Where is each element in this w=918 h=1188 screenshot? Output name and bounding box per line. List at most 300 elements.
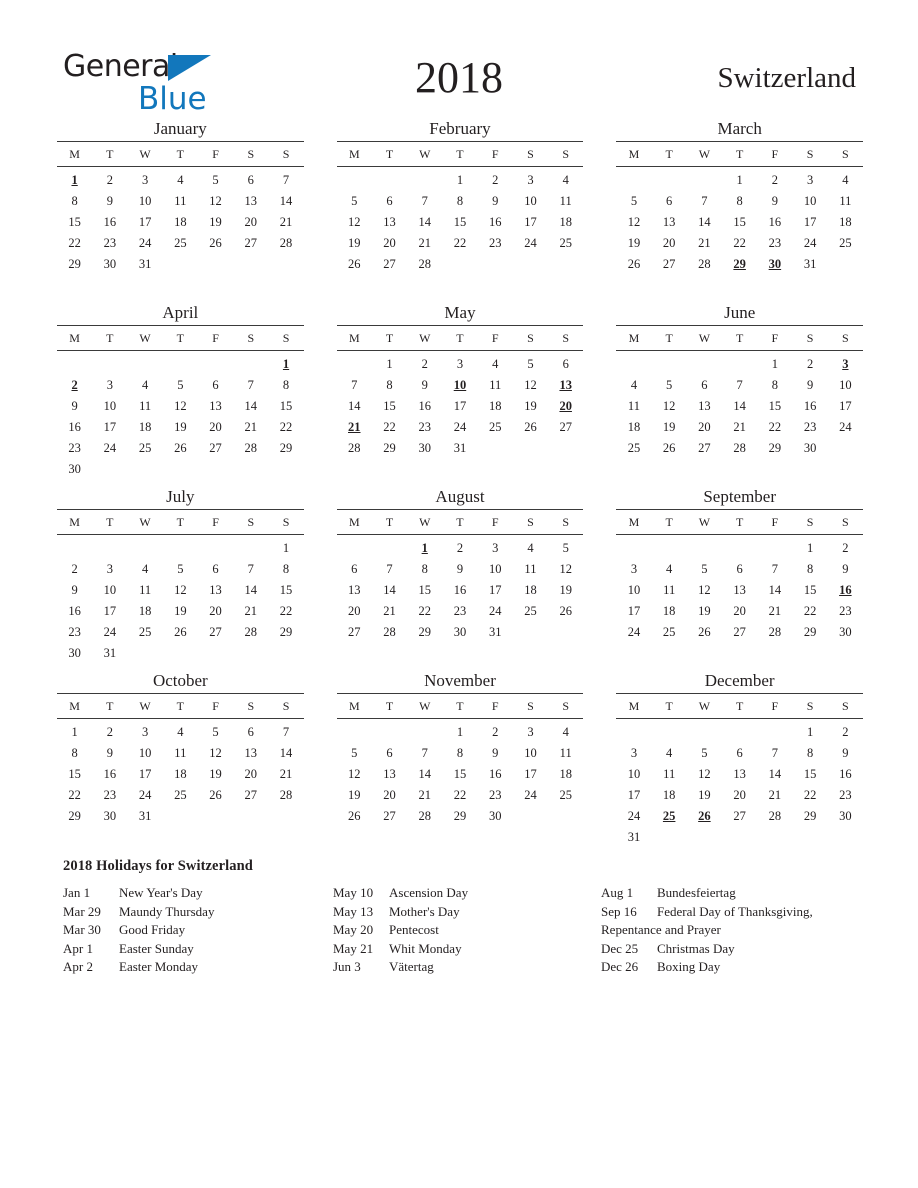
day-cell[interactable]: 19 (698, 604, 711, 618)
day-cell[interactable]: 4 (177, 725, 184, 739)
day-cell[interactable]: 20 (383, 236, 396, 250)
day-cell[interactable]: 16 (803, 399, 817, 413)
day-cell[interactable]: 9 (771, 194, 778, 208)
day-cell[interactable]: 1 (71, 725, 78, 739)
day-cell[interactable]: 14 (733, 399, 746, 413)
day-cell[interactable]: 5 (177, 378, 184, 392)
day-cell[interactable]: 19 (209, 767, 222, 781)
day-cell[interactable]: 7 (701, 194, 708, 208)
day-cell[interactable]: 29 (383, 441, 396, 455)
day-cell[interactable]: 9 (492, 746, 499, 760)
day-cell[interactable]: 12 (209, 746, 222, 760)
day-cell[interactable]: 26 (559, 604, 572, 618)
day-cell[interactable]: 6 (666, 194, 673, 208)
day-cell[interactable]: 26 (209, 236, 222, 250)
day-cell-holiday[interactable]: 26 (698, 809, 711, 823)
day-cell[interactable]: 23 (803, 420, 817, 434)
day-cell[interactable]: 30 (418, 441, 431, 455)
day-cell[interactable]: 22 (68, 788, 81, 802)
day-cell[interactable]: 30 (488, 809, 502, 823)
day-cell[interactable]: 22 (383, 420, 396, 434)
day-cell[interactable]: 11 (559, 746, 572, 760)
day-cell[interactable]: 23 (418, 420, 431, 434)
day-cell[interactable]: 24 (524, 236, 537, 250)
day-cell[interactable]: 19 (524, 399, 537, 413)
day-cell[interactable]: 13 (733, 583, 746, 597)
day-cell[interactable]: 4 (141, 562, 149, 576)
day-cell[interactable]: 5 (666, 378, 673, 392)
day-cell[interactable]: 15 (279, 583, 293, 597)
day-cell[interactable]: 2 (106, 173, 113, 187)
day-cell[interactable]: 22 (279, 604, 293, 618)
day-cell[interactable]: 17 (138, 767, 152, 781)
day-cell[interactable]: 28 (244, 441, 258, 455)
day-cell[interactable]: 4 (177, 173, 184, 187)
day-cell[interactable]: 9 (842, 746, 849, 760)
day-cell[interactable]: 18 (174, 767, 187, 781)
day-cell[interactable]: 9 (71, 583, 78, 597)
day-cell[interactable]: 16 (768, 215, 782, 229)
day-cell[interactable]: 23 (68, 625, 81, 639)
day-cell[interactable]: 16 (68, 604, 81, 618)
day-cell[interactable]: 1 (806, 541, 814, 555)
day-cell[interactable]: 29 (803, 625, 817, 639)
day-cell[interactable]: 16 (418, 399, 431, 413)
day-cell[interactable]: 9 (492, 194, 499, 208)
day-cell[interactable]: 25 (138, 625, 152, 639)
day-cell[interactable]: 28 (418, 257, 431, 271)
day-cell[interactable]: 19 (348, 788, 361, 802)
day-cell[interactable]: 2 (456, 541, 464, 555)
day-cell[interactable]: 22 (453, 236, 467, 250)
day-cell[interactable]: 4 (492, 357, 499, 371)
day-cell[interactable]: 18 (138, 604, 152, 618)
day-cell[interactable]: 8 (282, 562, 290, 576)
day-cell[interactable]: 27 (348, 625, 361, 639)
day-cell[interactable]: 3 (106, 562, 113, 576)
day-cell[interactable]: 8 (71, 746, 78, 760)
day-cell[interactable]: 8 (456, 746, 464, 760)
day-cell[interactable]: 25 (559, 236, 572, 250)
day-cell[interactable]: 31 (803, 257, 817, 271)
day-cell[interactable]: 29 (68, 809, 81, 823)
day-cell[interactable]: 4 (141, 378, 149, 392)
day-cell[interactable]: 2 (492, 725, 499, 739)
day-cell[interactable]: 23 (453, 604, 467, 618)
day-cell[interactable]: 11 (139, 399, 152, 413)
day-cell[interactable]: 27 (209, 625, 222, 639)
day-cell[interactable]: 1 (771, 357, 778, 371)
day-cell[interactable]: 28 (768, 625, 782, 639)
day-cell[interactable]: 15 (803, 767, 817, 781)
day-cell[interactable]: 21 (279, 767, 293, 781)
day-cell[interactable]: 29 (803, 809, 817, 823)
day-cell-holiday[interactable]: 30 (768, 257, 782, 271)
day-cell[interactable]: 10 (627, 583, 641, 597)
day-cell[interactable]: 8 (71, 194, 78, 208)
day-cell[interactable]: 29 (68, 257, 81, 271)
day-cell[interactable]: 5 (177, 562, 184, 576)
day-cell[interactable]: 15 (68, 767, 81, 781)
day-cell[interactable]: 22 (279, 420, 293, 434)
day-cell[interactable]: 26 (524, 420, 537, 434)
day-cell[interactable]: 21 (768, 788, 782, 802)
day-cell[interactable]: 14 (279, 194, 293, 208)
day-cell[interactable]: 3 (141, 725, 149, 739)
day-cell[interactable]: 3 (456, 357, 464, 371)
day-cell[interactable]: 16 (488, 215, 502, 229)
day-cell[interactable]: 7 (247, 562, 254, 576)
day-cell[interactable]: 17 (138, 215, 152, 229)
day-cell[interactable]: 3 (630, 562, 638, 576)
day-cell[interactable]: 1 (456, 173, 464, 187)
day-cell[interactable]: 13 (348, 583, 361, 597)
day-cell[interactable]: 24 (839, 420, 852, 434)
day-cell[interactable]: 26 (174, 625, 187, 639)
day-cell[interactable]: 21 (383, 604, 396, 618)
day-cell[interactable]: 18 (839, 215, 852, 229)
day-cell[interactable]: 2 (71, 562, 78, 576)
day-cell[interactable]: 10 (627, 767, 641, 781)
day-cell[interactable]: 26 (348, 257, 361, 271)
day-cell[interactable]: 11 (524, 562, 537, 576)
day-cell[interactable]: 7 (282, 725, 290, 739)
day-cell[interactable]: 23 (103, 788, 117, 802)
day-cell[interactable]: 12 (698, 583, 711, 597)
day-cell[interactable]: 6 (351, 562, 358, 576)
day-cell[interactable]: 17 (524, 767, 537, 781)
day-cell[interactable]: 14 (768, 767, 782, 781)
day-cell[interactable]: 18 (559, 767, 572, 781)
day-cell[interactable]: 25 (488, 420, 502, 434)
day-cell[interactable]: 7 (771, 562, 778, 576)
day-cell[interactable]: 11 (489, 378, 502, 392)
day-cell[interactable]: 6 (701, 378, 708, 392)
day-cell[interactable]: 26 (209, 788, 222, 802)
day-cell[interactable]: 6 (212, 562, 219, 576)
day-cell[interactable]: 30 (68, 462, 81, 476)
day-cell-holiday[interactable]: 1 (282, 357, 290, 371)
day-cell-holiday[interactable]: 29 (733, 257, 746, 271)
day-cell[interactable]: 12 (698, 767, 711, 781)
day-cell-holiday[interactable]: 10 (453, 378, 467, 392)
day-cell[interactable]: 24 (138, 236, 152, 250)
day-cell[interactable]: 28 (279, 236, 293, 250)
day-cell[interactable]: 13 (383, 215, 396, 229)
day-cell[interactable]: 14 (348, 399, 361, 413)
day-cell[interactable]: 17 (488, 583, 502, 597)
day-cell[interactable]: 14 (383, 583, 396, 597)
day-cell[interactable]: 20 (733, 604, 746, 618)
day-cell[interactable]: 27 (244, 788, 258, 802)
day-cell[interactable]: 6 (247, 173, 254, 187)
day-cell[interactable]: 27 (698, 441, 711, 455)
day-cell[interactable]: 11 (139, 583, 152, 597)
day-cell[interactable]: 19 (174, 420, 187, 434)
day-cell[interactable]: 16 (488, 767, 502, 781)
day-cell[interactable]: 4 (527, 541, 534, 555)
day-cell[interactable]: 9 (106, 194, 113, 208)
day-cell[interactable]: 2 (421, 357, 428, 371)
day-cell[interactable]: 16 (453, 583, 467, 597)
day-cell[interactable]: 21 (733, 420, 746, 434)
day-cell[interactable]: 8 (282, 378, 290, 392)
day-cell[interactable]: 15 (383, 399, 396, 413)
day-cell-holiday[interactable]: 21 (348, 420, 361, 434)
day-cell[interactable]: 14 (768, 583, 782, 597)
day-cell[interactable]: 8 (736, 194, 743, 208)
day-cell[interactable]: 5 (562, 541, 569, 555)
day-cell[interactable]: 24 (803, 236, 817, 250)
day-cell[interactable]: 17 (103, 420, 117, 434)
day-cell[interactable]: 22 (803, 788, 817, 802)
day-cell[interactable]: 4 (630, 378, 638, 392)
day-cell[interactable]: 25 (627, 441, 641, 455)
day-cell[interactable]: 7 (351, 378, 358, 392)
day-cell[interactable]: 27 (733, 809, 746, 823)
day-cell[interactable]: 25 (174, 236, 187, 250)
day-cell[interactable]: 22 (768, 420, 782, 434)
day-cell[interactable]: 1 (282, 541, 290, 555)
day-cell[interactable]: 24 (488, 604, 502, 618)
day-cell[interactable]: 16 (103, 215, 117, 229)
day-cell[interactable]: 10 (524, 746, 537, 760)
day-cell[interactable]: 15 (453, 215, 467, 229)
day-cell[interactable]: 8 (806, 562, 814, 576)
day-cell[interactable]: 13 (209, 399, 222, 413)
day-cell[interactable]: 23 (488, 236, 502, 250)
day-cell-holiday[interactable]: 2 (71, 378, 78, 392)
day-cell[interactable]: 27 (383, 257, 396, 271)
day-cell[interactable]: 21 (244, 420, 258, 434)
day-cell[interactable]: 7 (421, 746, 428, 760)
day-cell[interactable]: 5 (701, 746, 708, 760)
day-cell[interactable]: 27 (559, 420, 572, 434)
day-cell[interactable]: 4 (562, 173, 569, 187)
day-cell[interactable]: 15 (68, 215, 81, 229)
day-cell[interactable]: 23 (103, 236, 117, 250)
day-cell[interactable]: 31 (103, 646, 117, 660)
day-cell[interactable]: 13 (244, 194, 258, 208)
day-cell[interactable]: 19 (627, 236, 641, 250)
day-cell[interactable]: 24 (103, 625, 117, 639)
day-cell[interactable]: 4 (666, 746, 673, 760)
day-cell[interactable]: 24 (627, 809, 641, 823)
day-cell[interactable]: 20 (209, 420, 222, 434)
day-cell[interactable]: 22 (803, 604, 817, 618)
day-cell[interactable]: 9 (421, 378, 428, 392)
day-cell[interactable]: 31 (138, 257, 152, 271)
day-cell[interactable]: 20 (662, 236, 676, 250)
day-cell[interactable]: 18 (174, 215, 187, 229)
day-cell[interactable]: 25 (662, 625, 676, 639)
day-cell[interactable]: 19 (174, 604, 187, 618)
day-cell[interactable]: 10 (524, 194, 537, 208)
day-cell[interactable]: 9 (106, 746, 113, 760)
day-cell[interactable]: 8 (456, 194, 464, 208)
day-cell[interactable]: 23 (68, 441, 81, 455)
day-cell[interactable]: 3 (106, 378, 113, 392)
day-cell[interactable]: 20 (244, 215, 258, 229)
day-cell[interactable]: 30 (68, 646, 81, 660)
day-cell[interactable]: 6 (562, 357, 569, 371)
day-cell[interactable]: 10 (839, 378, 852, 392)
day-cell[interactable]: 3 (527, 173, 534, 187)
day-cell[interactable]: 24 (103, 441, 117, 455)
day-cell[interactable]: 5 (351, 746, 358, 760)
day-cell[interactable]: 18 (488, 399, 502, 413)
day-cell[interactable]: 18 (524, 583, 537, 597)
day-cell[interactable]: 5 (701, 562, 708, 576)
day-cell[interactable]: 8 (421, 562, 428, 576)
day-cell[interactable]: 19 (559, 583, 572, 597)
day-cell-holiday[interactable]: 25 (662, 809, 676, 823)
day-cell[interactable]: 26 (348, 809, 361, 823)
day-cell[interactable]: 13 (209, 583, 222, 597)
day-cell[interactable]: 17 (524, 215, 537, 229)
day-cell[interactable]: 28 (698, 257, 711, 271)
day-cell[interactable]: 17 (453, 399, 467, 413)
day-cell[interactable]: 18 (559, 215, 572, 229)
day-cell[interactable]: 15 (803, 583, 817, 597)
day-cell[interactable]: 29 (279, 441, 293, 455)
day-cell[interactable]: 20 (348, 604, 361, 618)
day-cell[interactable]: 18 (662, 788, 676, 802)
day-cell[interactable]: 19 (698, 788, 711, 802)
day-cell[interactable]: 19 (662, 420, 676, 434)
day-cell[interactable]: 17 (803, 215, 817, 229)
day-cell[interactable]: 18 (662, 604, 676, 618)
day-cell[interactable]: 14 (418, 767, 431, 781)
day-cell[interactable]: 20 (698, 420, 711, 434)
day-cell[interactable]: 28 (279, 788, 293, 802)
day-cell[interactable]: 6 (736, 746, 743, 760)
day-cell[interactable]: 30 (453, 625, 467, 639)
day-cell[interactable]: 3 (806, 173, 814, 187)
day-cell[interactable]: 15 (733, 215, 746, 229)
day-cell[interactable]: 4 (842, 173, 849, 187)
day-cell[interactable]: 12 (209, 194, 222, 208)
day-cell[interactable]: 8 (386, 378, 393, 392)
day-cell[interactable]: 2 (806, 357, 814, 371)
day-cell[interactable]: 25 (839, 236, 852, 250)
day-cell[interactable]: 13 (662, 215, 676, 229)
day-cell[interactable]: 3 (527, 725, 534, 739)
day-cell[interactable]: 12 (174, 583, 187, 597)
day-cell[interactable]: 24 (627, 625, 641, 639)
day-cell[interactable]: 6 (736, 562, 743, 576)
day-cell[interactable]: 12 (627, 215, 641, 229)
day-cell[interactable]: 11 (174, 746, 187, 760)
day-cell[interactable]: 6 (386, 194, 393, 208)
day-cell[interactable]: 11 (663, 583, 676, 597)
day-cell[interactable]: 18 (138, 420, 152, 434)
day-cell[interactable]: 23 (839, 604, 852, 618)
day-cell[interactable]: 3 (492, 541, 499, 555)
day-cell[interactable]: 10 (103, 399, 117, 413)
day-cell[interactable]: 26 (662, 441, 676, 455)
day-cell[interactable]: 9 (842, 562, 849, 576)
day-cell[interactable]: 13 (733, 767, 746, 781)
day-cell[interactable]: 10 (488, 562, 502, 576)
day-cell[interactable]: 22 (733, 236, 746, 250)
day-cell[interactable]: 20 (383, 788, 396, 802)
day-cell[interactable]: 23 (839, 788, 852, 802)
day-cell[interactable]: 27 (383, 809, 396, 823)
day-cell[interactable]: 17 (627, 604, 641, 618)
day-cell[interactable]: 21 (418, 236, 431, 250)
day-cell[interactable]: 22 (68, 236, 81, 250)
day-cell[interactable]: 25 (524, 604, 537, 618)
day-cell[interactable]: 16 (68, 420, 81, 434)
day-cell[interactable]: 10 (138, 194, 152, 208)
day-cell[interactable]: 30 (103, 257, 117, 271)
day-cell[interactable]: 13 (698, 399, 711, 413)
day-cell[interactable]: 12 (524, 378, 537, 392)
day-cell[interactable]: 2 (492, 173, 499, 187)
day-cell[interactable]: 31 (488, 625, 502, 639)
day-cell-holiday[interactable]: 3 (842, 357, 849, 371)
day-cell[interactable]: 25 (174, 788, 187, 802)
day-cell[interactable]: 2 (771, 173, 778, 187)
day-cell[interactable]: 27 (244, 236, 258, 250)
day-cell[interactable]: 5 (630, 194, 638, 208)
day-cell[interactable]: 21 (279, 215, 293, 229)
day-cell[interactable]: 8 (806, 746, 814, 760)
day-cell[interactable]: 6 (386, 746, 393, 760)
day-cell[interactable]: 6 (247, 725, 254, 739)
day-cell[interactable]: 22 (418, 604, 431, 618)
day-cell[interactable]: 5 (351, 194, 358, 208)
day-cell[interactable]: 12 (348, 215, 361, 229)
day-cell[interactable]: 19 (209, 215, 222, 229)
day-cell[interactable]: 14 (279, 746, 293, 760)
day-cell[interactable]: 14 (244, 583, 258, 597)
day-cell[interactable]: 31 (453, 441, 467, 455)
day-cell[interactable]: 28 (348, 441, 361, 455)
day-cell[interactable]: 9 (456, 562, 464, 576)
day-cell[interactable]: 11 (174, 194, 187, 208)
day-cell[interactable]: 28 (383, 625, 396, 639)
day-cell[interactable]: 7 (736, 378, 743, 392)
day-cell[interactable]: 1 (456, 725, 464, 739)
day-cell[interactable]: 21 (768, 604, 782, 618)
day-cell[interactable]: 28 (768, 809, 782, 823)
day-cell[interactable]: 9 (806, 378, 814, 392)
day-cell[interactable]: 30 (103, 809, 117, 823)
day-cell[interactable]: 25 (138, 441, 152, 455)
day-cell[interactable]: 21 (418, 788, 431, 802)
day-cell[interactable]: 18 (627, 420, 641, 434)
day-cell[interactable]: 12 (559, 562, 572, 576)
day-cell[interactable]: 23 (488, 788, 502, 802)
day-cell[interactable]: 15 (768, 399, 782, 413)
day-cell[interactable]: 2 (842, 725, 849, 739)
day-cell[interactable]: 19 (348, 236, 361, 250)
day-cell[interactable]: 6 (212, 378, 219, 392)
day-cell[interactable]: 11 (663, 767, 676, 781)
day-cell[interactable]: 22 (453, 788, 467, 802)
day-cell[interactable]: 11 (559, 194, 572, 208)
day-cell[interactable]: 8 (771, 378, 778, 392)
day-cell[interactable]: 14 (244, 399, 258, 413)
day-cell[interactable]: 31 (627, 830, 641, 844)
day-cell[interactable]: 27 (733, 625, 746, 639)
day-cell[interactable]: 11 (627, 399, 640, 413)
day-cell[interactable]: 16 (839, 767, 852, 781)
day-cell[interactable]: 28 (244, 625, 258, 639)
day-cell[interactable]: 29 (418, 625, 431, 639)
